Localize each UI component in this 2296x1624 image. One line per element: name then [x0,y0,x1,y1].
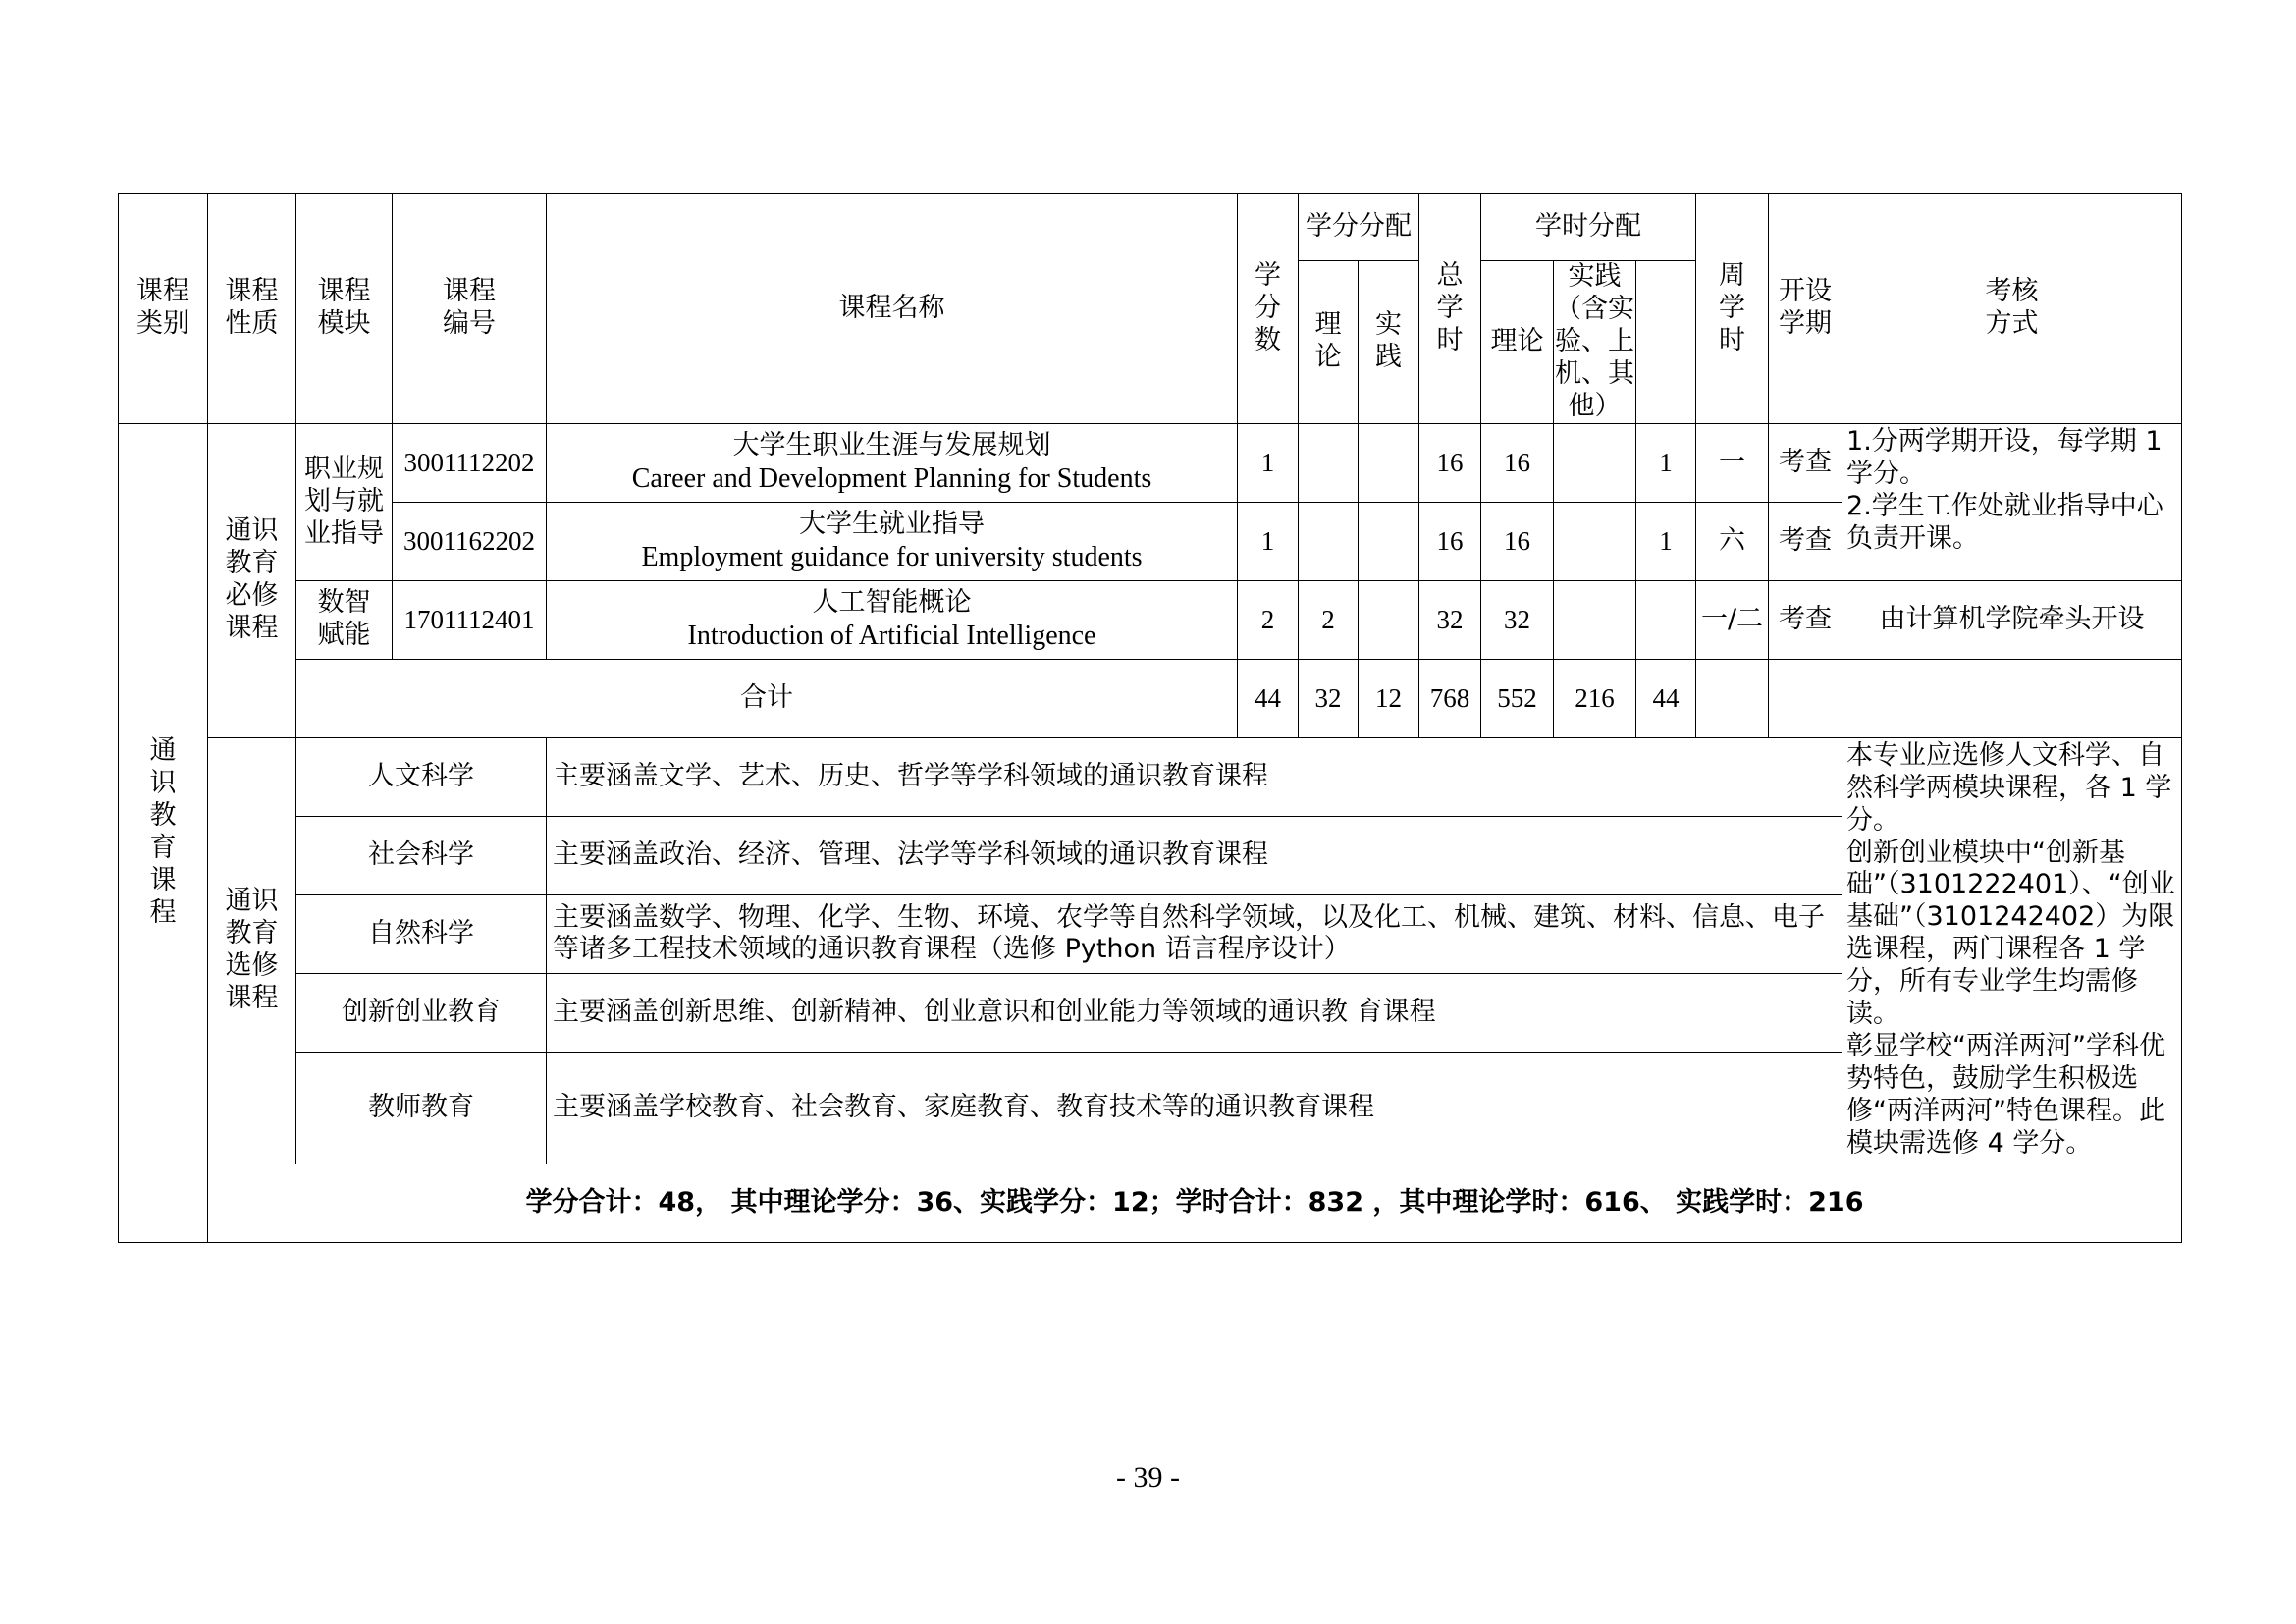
assessment: 考查 [1769,423,1842,502]
credit-theory: 2 [1299,580,1359,659]
hour-theory: 32 [1481,580,1554,659]
header-name: 课程名称 [547,194,1238,424]
elective-remark: 本专业应选修人文科学、自然科学两模块课程，各 1 学分。 创新创业模块中“创新基础”（3101222401）、“创业基础”（3101242402）为限选课程，两门课程各 1 学分，所有专业学生均需修读。 彰显学校“两洋两河”学科优势特色，鼓励学生积极选修“两洋两河”特色课程。此模块需选修 4 学分。 [1842,737,2182,1164]
subtotal-hour-practice: 216 [1554,659,1636,737]
page-number: - 39 - [1116,1461,1180,1493]
header-credit-alloc: 学分分配 [1299,194,1419,261]
module-ai-cell: 数智 赋能 [296,580,393,659]
subtotal-credit-practice: 12 [1359,659,1419,737]
course-name: 大学生就业指导 Employment guidance for university students [547,502,1238,580]
credit-theory [1299,502,1359,580]
weekly-hours: 1 [1636,423,1696,502]
elective-description: 主要涵盖文学、艺术、历史、哲学等学科领域的通识教育课程 [547,737,1842,816]
header-semester: 开设 学期 [1769,194,1842,424]
subtotal-semester [1696,659,1769,737]
course-code: 1701112401 [393,580,547,659]
header-nature: 课程 性质 [208,194,296,424]
header-hour-theory: 理论 [1481,261,1554,424]
header-hour-practice: 实践 （含实 验、上 机、其 他） [1554,261,1636,424]
header-code: 课程 编号 [393,194,547,424]
header-category: 课程 类别 [119,194,208,424]
header-assessment: 考核 方式 [1842,194,2182,424]
semester: 六 [1696,502,1769,580]
header-total-hours: 总 学 时 [1419,194,1481,424]
header-hour-alloc: 学时分配 [1481,194,1696,261]
course-code: 3001112202 [393,423,547,502]
elective-module: 自然科学 [296,894,547,973]
hour-theory: 16 [1481,423,1554,502]
header-credit-theory: 理 论 [1299,261,1359,424]
elective-module: 社会科学 [296,816,547,894]
summary-row: 学分合计：48， 其中理论学分：36、实践学分：12；学时合计：832 ，其中理论学时：616、 实践学时：216 [208,1164,2182,1242]
credits: 2 [1238,580,1299,659]
course-name: 人工智能概论 Introduction of Artificial Intelligence [547,580,1238,659]
elective-module: 人文科学 [296,737,547,816]
subtotal-total-hours: 768 [1419,659,1481,737]
credit-practice [1359,502,1419,580]
elective-description: 主要涵盖创新思维、创新精神、创业意识和创业能力等领域的通识教 育课程 [547,973,1842,1052]
remark-career: 1.分两学期开设，每学期 1 学分。 2.学生工作处就业指导中心负责开课。 [1842,423,2182,580]
header-credit-practice: 实 践 [1359,261,1419,424]
header-module: 课程 模块 [296,194,393,424]
hour-practice [1554,423,1636,502]
category-cell: 通 识 教 育 课 程 [119,423,208,1242]
header-weekly-hours: 周 学 时 [1696,194,1769,424]
subtotal-label: 合计 [296,659,1238,737]
assessment: 考查 [1769,580,1842,659]
credits: 1 [1238,502,1299,580]
hour-practice [1554,580,1636,659]
hour-theory: 16 [1481,502,1554,580]
required-nature-cell: 通识 教育 必修 课程 [208,423,296,737]
subtotal-credit-theory: 32 [1299,659,1359,737]
course-code: 3001162202 [393,502,547,580]
hour-practice [1554,502,1636,580]
course-name: 大学生职业生涯与发展规划 Career and Development Planning for Students [547,423,1238,502]
total-hours: 32 [1419,580,1481,659]
subtotal-credits: 44 [1238,659,1299,737]
elective-description: 主要涵盖数学、物理、化学、生物、环境、农学等自然科学领域，以及化工、机械、建筑、材料、信息、电子等诸多工程技术领域的通识教育课程（选修 Python 语言程序设计） [547,894,1842,973]
elective-module: 创新创业教育 [296,973,547,1052]
subtotal-assessment [1769,659,1842,737]
semester: 一 [1696,423,1769,502]
credit-practice [1359,423,1419,502]
subtotal-weekly: 44 [1636,659,1696,737]
remark-ai: 由计算机学院牵头开设 [1842,580,2182,659]
total-hours: 16 [1419,502,1481,580]
subtotal-hour-theory: 552 [1481,659,1554,737]
semester: 一/二 [1696,580,1769,659]
credit-theory [1299,423,1359,502]
curriculum-table [118,193,2182,1243]
module-career-cell: 职业规 划与就 业指导 [296,423,393,580]
elective-nature-cell: 通识 教育 选修 课程 [208,737,296,1164]
weekly-hours [1636,580,1696,659]
credit-practice [1359,580,1419,659]
weekly-hours: 1 [1636,502,1696,580]
elective-module: 教师教育 [296,1052,547,1164]
credits: 1 [1238,423,1299,502]
elective-description: 主要涵盖政治、经济、管理、法学等学科领域的通识教育课程 [547,816,1842,894]
total-hours: 16 [1419,423,1481,502]
subtotal-remark [1842,659,2182,737]
header-credits: 学 分 数 [1238,194,1299,424]
elective-description: 主要涵盖学校教育、社会教育、家庭教育、教育技术等的通识教育课程 [547,1052,1842,1164]
assessment: 考查 [1769,502,1842,580]
